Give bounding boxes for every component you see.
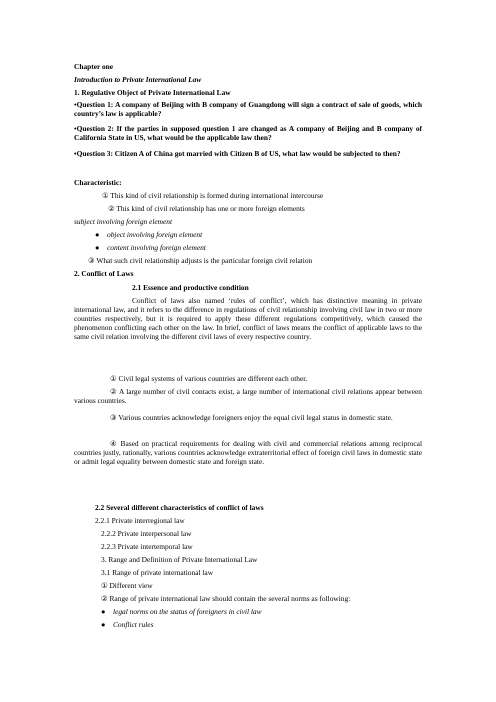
question-3: •Question 3: Citizen A of China got married with Citizen B of US, what law would be subjected to then? bbox=[74, 149, 401, 158]
condition-1: ① Civil legal systems of various countries are different each other. bbox=[110, 374, 308, 383]
condition-4: ④ Based on practical requirements for dealing with civil and commercial relations among reciprocal countries justly, rationally, various countries acknowledge extraterritorial effect of foreign civil laws in domestic state or admit legal equality between domestic state and foreign state. bbox=[74, 439, 422, 466]
subject-involving: subject involving foreign element bbox=[74, 217, 173, 226]
question-1: •Question 1: A company of Beijing with B company of Guangdong will sign a contract of sale of goods, which country’s law is applicable? bbox=[74, 100, 422, 118]
object-involving-text: object involving foreign element bbox=[107, 230, 203, 239]
characteristic-1: ① This kind of civil relationship is formed during international intercourse bbox=[102, 191, 324, 200]
section-2-2-2: 2.2.2 Private interpersonal law bbox=[101, 529, 192, 538]
section-2-2-1: 2.2.1 Private interregional law bbox=[95, 516, 185, 525]
section-1-title: 1. Regulative Object of Private International Law bbox=[74, 88, 231, 97]
section-2-2-3: 2.2.3 Private intertemporal law bbox=[101, 542, 193, 551]
norm-1-text: legal norms on the status of foreigners in civil law bbox=[113, 607, 262, 616]
bullet-icon: ● bbox=[95, 243, 100, 252]
content-involving-item bbox=[95, 243, 443, 252]
section-3-1-title: 3.1 Range of private international law bbox=[101, 568, 214, 577]
characteristic-2: ② This kind of civil relationship has one or more foreign elements bbox=[108, 204, 305, 213]
characteristic-label: Characteristic: bbox=[74, 178, 122, 187]
norm-1-item bbox=[101, 607, 449, 616]
content-involving-text: content involving foreign element bbox=[107, 243, 206, 252]
condition-3: ③ Various countries acknowledge foreigners enjoy the equal civil legal status in domestic state. bbox=[110, 413, 393, 422]
section-3-title: 3. Range and Definition of Private International Law bbox=[101, 555, 258, 564]
chapter-subtitle: Introduction to Private International Law bbox=[74, 75, 202, 84]
section-2-1-paragraph: Conflict of laws also named ‘rules of conflict’, which has distinctive meaning in private international law, and it refers to the difference in regulations of civil relationship involving civil law in two or more countries respectively, but it is required to apply these different regulations competitively, which caused the phenomenon conflicting each other on the law. In brief, conflict of laws means the conflict of applicable laws to the same civil relation involving the different civil laws of every respective country. bbox=[74, 296, 422, 341]
chapter-heading: Chapter one bbox=[74, 62, 114, 71]
bullet-icon: ● bbox=[95, 230, 100, 239]
bullet-icon: ● bbox=[101, 607, 106, 616]
section-2-1-title: 2.1 Essence and productive condition bbox=[132, 283, 249, 292]
range-1: ① Different view bbox=[101, 581, 153, 590]
condition-2: ② A large number of civil contacts exist, a large number of international civil relations appear between various countries. bbox=[74, 387, 422, 405]
object-involving-item bbox=[95, 230, 443, 239]
bullet-icon: ● bbox=[101, 620, 106, 629]
question-2: •Question 2: If the parties in supposed question 1 are changed as A company of Beijing and B company of California State in US, what would be the applicable law then? bbox=[74, 124, 422, 142]
section-2-title: 2. Conflict of Laws bbox=[74, 269, 134, 278]
characteristic-3: ③ What such civil relationship adjusts is the particular foreign civil relation bbox=[88, 256, 313, 265]
norm-2-item bbox=[101, 620, 449, 629]
section-2-2-title: 2.2 Several different characteristics of conflict of laws bbox=[95, 503, 264, 512]
norm-2-text: Conflict rules bbox=[113, 620, 154, 629]
range-2: ② Range of private international law should contain the several norms as following: bbox=[101, 594, 351, 603]
